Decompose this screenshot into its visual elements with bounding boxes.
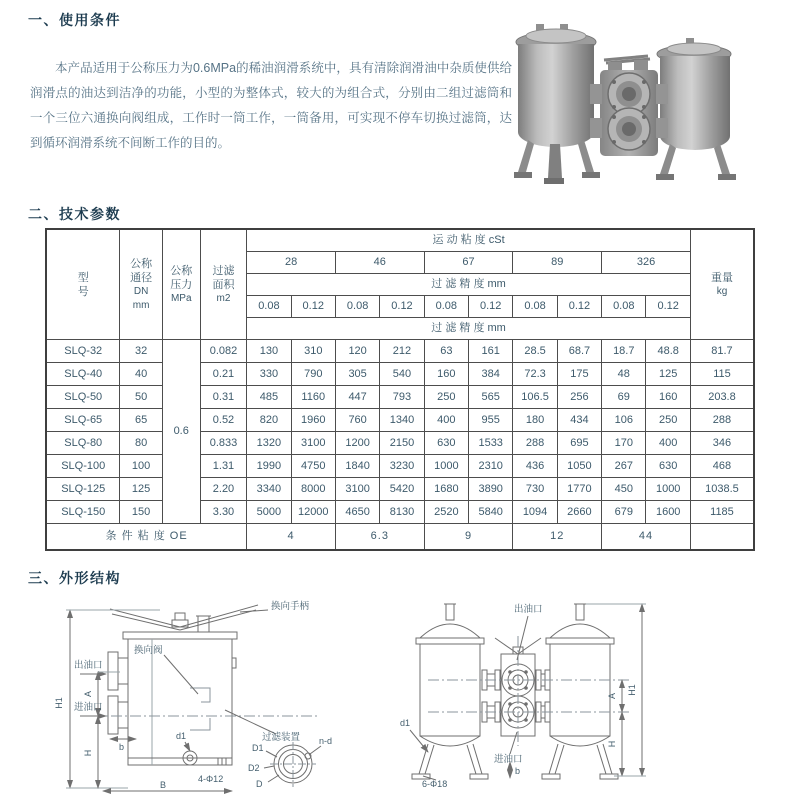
header-dn-line: DN <box>133 285 149 297</box>
specs-table <box>45 228 755 551</box>
capacity-cell: 436 <box>513 455 557 478</box>
model-cell: SLQ-40 <box>46 363 120 386</box>
capacity-cell: 540 <box>380 363 424 386</box>
viscosity-value: 89 <box>513 252 602 274</box>
capacity-cell: 48.8 <box>646 340 691 363</box>
weight-cell: 203.8 <box>690 386 754 409</box>
capacity-cell: 180 <box>513 409 557 432</box>
spec-row <box>46 455 754 478</box>
capacity-cell: 1990 <box>247 455 291 478</box>
section-heading-usage: 一、使用条件 <box>28 12 121 28</box>
header-pressure <box>162 229 200 340</box>
capacity-cell: 310 <box>291 340 335 363</box>
capacity-cell: 400 <box>646 432 691 455</box>
capacity-cell: 3100 <box>335 478 379 501</box>
model-cell: SLQ-125 <box>46 478 120 501</box>
header-dn-line: 通径 <box>130 271 153 284</box>
area-cell: 3.30 <box>200 501 246 524</box>
section-heading-specs: 二、技术参数 <box>28 206 121 222</box>
precision-value: 0.08 <box>335 296 379 318</box>
precision-value: 0.08 <box>602 296 646 318</box>
capacity-cell: 125 <box>646 363 691 386</box>
capacity-cell: 1600 <box>646 501 691 524</box>
label-handle: 换向手柄 <box>271 601 310 612</box>
precision-value: 0.08 <box>247 296 291 318</box>
area-cell: 0.52 <box>200 409 246 432</box>
capacity-cell: 1200 <box>335 432 379 455</box>
capacity-cell: 1340 <box>380 409 424 432</box>
capacity-cell: 3230 <box>380 455 424 478</box>
capacity-cell: 447 <box>335 386 379 409</box>
capacity-cell: 2310 <box>469 455 513 478</box>
spec-row <box>46 432 754 455</box>
capacity-cell: 330 <box>247 363 291 386</box>
header-area-line: 面积 <box>212 278 235 291</box>
spec-row <box>46 386 754 409</box>
model-cell: SLQ-80 <box>46 432 120 455</box>
dn-cell: 65 <box>120 409 162 432</box>
precision-value: 0.12 <box>380 296 424 318</box>
capacity-cell: 170 <box>602 432 646 455</box>
dn-cell: 40 <box>120 363 162 386</box>
spec-row <box>46 340 754 363</box>
duplex-filter-drawing <box>398 598 690 790</box>
capacity-cell: 8000 <box>291 478 335 501</box>
header-dn <box>120 229 162 340</box>
header-weight-line: kg <box>716 285 728 297</box>
header-precision-b: 过 滤 精 度 mm <box>247 318 691 340</box>
area-cell: 0.31 <box>200 386 246 409</box>
capacity-cell: 2660 <box>557 501 601 524</box>
header-model <box>46 229 120 340</box>
spec-row <box>46 363 754 386</box>
capacity-cell: 1840 <box>335 455 379 478</box>
model-cell: SLQ-65 <box>46 409 120 432</box>
label-D1: D1 <box>252 743 264 753</box>
spec-row <box>46 478 754 501</box>
capacity-cell: 1050 <box>557 455 601 478</box>
weight-cell: 81.7 <box>690 340 754 363</box>
label-outlet: 出油口 <box>514 604 543 615</box>
pressure-cell: 0.6 <box>162 340 200 524</box>
dn-cell: 150 <box>120 501 162 524</box>
capacity-cell: 450 <box>602 478 646 501</box>
viscosity-value: 326 <box>602 252 691 274</box>
label-dim-b: b <box>515 766 521 776</box>
capacity-cell: 12000 <box>291 501 335 524</box>
capacity-cell: 175 <box>557 363 601 386</box>
model-cell: SLQ-100 <box>46 455 120 478</box>
capacity-cell: 3340 <box>247 478 291 501</box>
label-dim-H: H <box>607 740 617 748</box>
capacity-cell: 4750 <box>291 455 335 478</box>
dn-cell: 80 <box>120 432 162 455</box>
capacity-cell: 400 <box>424 409 468 432</box>
dn-cell: 50 <box>120 386 162 409</box>
dn-cell: 32 <box>120 340 162 363</box>
header-area <box>200 229 246 340</box>
product-photo <box>508 22 748 194</box>
capacity-cell: 267 <box>602 455 646 478</box>
header-weight-line: 重量 <box>710 271 733 284</box>
capacity-cell: 28.5 <box>513 340 557 363</box>
photo-valve-block <box>590 56 668 156</box>
capacity-cell: 288 <box>513 432 557 455</box>
capacity-cell: 18.7 <box>602 340 646 363</box>
capacity-cell: 679 <box>602 501 646 524</box>
model-cell: SLQ-32 <box>46 340 120 363</box>
label-n-d: n-d <box>319 736 333 746</box>
label-dim-H1: H1 <box>54 697 64 709</box>
header-model-line: 号 <box>77 285 89 298</box>
spec-row <box>46 409 754 432</box>
header-precision-a: 过 滤 精 度 mm <box>247 274 691 296</box>
weight-cell: 1038.5 <box>690 478 754 501</box>
weight-cell: 115 <box>690 363 754 386</box>
area-cell: 0.833 <box>200 432 246 455</box>
viscosity-value: 46 <box>335 252 424 274</box>
header-dn-line: 公称 <box>130 257 153 270</box>
viscosity-value: 67 <box>424 252 513 274</box>
label-dim-B: B <box>160 780 167 790</box>
precision-value: 0.12 <box>291 296 335 318</box>
capacity-cell: 1320 <box>247 432 291 455</box>
label-inlet: 进油口 <box>74 702 103 713</box>
area-cell: 0.21 <box>200 363 246 386</box>
capacity-cell: 1770 <box>557 478 601 501</box>
usage-paragraph: 本产品适用于公称压力为0.6MPa的稀油润滑系统中，具有清除润滑油中杂质使供给润滑点的油达到洁净的功能，小型的为整体式，较大的为组合式，分别由二组过滤筒和一个三位六通换向阀组成，工作时一筒工作，一筒备用，可实现不停车切换过滤筒，达到循环润滑系统不间断工作的目的。 <box>30 61 512 150</box>
header-area-line: 过滤 <box>212 264 235 277</box>
photo-right-tank <box>656 38 736 180</box>
footer-value: 6.3 <box>335 524 424 551</box>
label-bolt-holes: 4-Φ12 <box>198 774 224 784</box>
capacity-cell: 160 <box>646 386 691 409</box>
header-pressure-line: MPa <box>170 292 192 304</box>
capacity-cell: 1094 <box>513 501 557 524</box>
label-inlet: 进油口 <box>494 754 523 765</box>
header-model-line: 型 <box>77 271 89 284</box>
capacity-cell: 1000 <box>646 478 691 501</box>
capacity-cell: 565 <box>469 386 513 409</box>
capacity-cell: 384 <box>469 363 513 386</box>
capacity-cell: 250 <box>424 386 468 409</box>
capacity-cell: 1680 <box>424 478 468 501</box>
footer-value: 9 <box>424 524 513 551</box>
label-bolt-holes: 6-Φ18 <box>422 779 448 789</box>
capacity-cell: 5000 <box>247 501 291 524</box>
capacity-cell: 68.7 <box>557 340 601 363</box>
capacity-cell: 305 <box>335 363 379 386</box>
capacity-cell: 161 <box>469 340 513 363</box>
label-dim-H: H <box>83 749 93 757</box>
capacity-cell: 695 <box>557 432 601 455</box>
capacity-cell: 955 <box>469 409 513 432</box>
capacity-cell: 130 <box>247 340 291 363</box>
area-cell: 2.20 <box>200 478 246 501</box>
weight-cell: 346 <box>690 432 754 455</box>
label-outlet: 出油口 <box>74 660 103 671</box>
footer-label: 条 件 粘 度 OE <box>46 524 247 551</box>
photo-left-tank <box>514 24 600 184</box>
capacity-cell: 212 <box>380 340 424 363</box>
capacity-cell: 5840 <box>469 501 513 524</box>
capacity-cell: 730 <box>513 478 557 501</box>
capacity-cell: 3890 <box>469 478 513 501</box>
capacity-cell: 106 <box>602 409 646 432</box>
precision-value: 0.08 <box>424 296 468 318</box>
label-d1: d1 <box>400 718 411 728</box>
capacity-cell: 485 <box>247 386 291 409</box>
dn-cell: 125 <box>120 478 162 501</box>
capacity-cell: 8130 <box>380 501 424 524</box>
capacity-cell: 793 <box>380 386 424 409</box>
weight-cell: 288 <box>690 409 754 432</box>
precision-value: 0.12 <box>469 296 513 318</box>
capacity-cell: 2150 <box>380 432 424 455</box>
duplex-filter-photo <box>508 22 748 194</box>
header-pressure-line: 压力 <box>170 278 193 291</box>
footer-row <box>46 524 754 551</box>
weight-cell: 468 <box>690 455 754 478</box>
label-D: D <box>256 779 263 789</box>
footer-value: 12 <box>513 524 602 551</box>
label-D2: D2 <box>248 763 260 773</box>
capacity-cell: 630 <box>646 455 691 478</box>
capacity-cell: 120 <box>335 340 379 363</box>
capacity-cell: 434 <box>557 409 601 432</box>
label-filter-device: 过滤装置 <box>262 732 301 743</box>
capacity-cell: 1533 <box>469 432 513 455</box>
integral-filter-drawing <box>40 598 390 796</box>
section-heading-structure: 三、外形结构 <box>28 570 121 586</box>
capacity-cell: 256 <box>557 386 601 409</box>
weight-cell: 1185 <box>690 501 754 524</box>
dn-cell: 100 <box>120 455 162 478</box>
precision-value: 0.12 <box>557 296 601 318</box>
label-dim-H1: H1 <box>627 684 637 696</box>
capacity-cell: 820 <box>247 409 291 432</box>
capacity-cell: 72.3 <box>513 363 557 386</box>
capacity-cell: 1960 <box>291 409 335 432</box>
header-pressure-line: 公称 <box>170 264 193 277</box>
capacity-cell: 760 <box>335 409 379 432</box>
capacity-cell: 4650 <box>335 501 379 524</box>
footer-empty-cell <box>690 524 754 551</box>
capacity-cell: 160 <box>424 363 468 386</box>
label-dim-A: A <box>607 692 617 700</box>
spec-row <box>46 501 754 524</box>
capacity-cell: 63 <box>424 340 468 363</box>
capacity-cell: 48 <box>602 363 646 386</box>
capacity-cell: 250 <box>646 409 691 432</box>
capacity-cell: 630 <box>424 432 468 455</box>
footer-value: 4 <box>247 524 336 551</box>
footer-value: 44 <box>602 524 691 551</box>
capacity-cell: 69 <box>602 386 646 409</box>
capacity-cell: 2520 <box>424 501 468 524</box>
label-valve: 换向阀 <box>134 645 163 656</box>
capacity-cell: 5420 <box>380 478 424 501</box>
area-cell: 0.082 <box>200 340 246 363</box>
capacity-cell: 790 <box>291 363 335 386</box>
header-dn-line: mm <box>132 299 150 311</box>
capacity-cell: 3100 <box>291 432 335 455</box>
capacity-cell: 1000 <box>424 455 468 478</box>
precision-value: 0.08 <box>513 296 557 318</box>
label-dim-b: b <box>119 742 125 752</box>
label-dim-A: A <box>83 690 93 698</box>
area-cell: 1.31 <box>200 455 246 478</box>
header-weight <box>690 229 754 340</box>
capacity-cell: 1160 <box>291 386 335 409</box>
header-viscosity: 运 动 粘 度 cSt <box>247 229 691 252</box>
model-cell: SLQ-150 <box>46 501 120 524</box>
outline-drawings <box>40 598 780 796</box>
precision-value: 0.12 <box>646 296 691 318</box>
header-area-line: m2 <box>216 292 231 304</box>
viscosity-value: 28 <box>247 252 336 274</box>
model-cell: SLQ-50 <box>46 386 120 409</box>
capacity-cell: 106.5 <box>513 386 557 409</box>
label-d1: d1 <box>176 731 187 741</box>
